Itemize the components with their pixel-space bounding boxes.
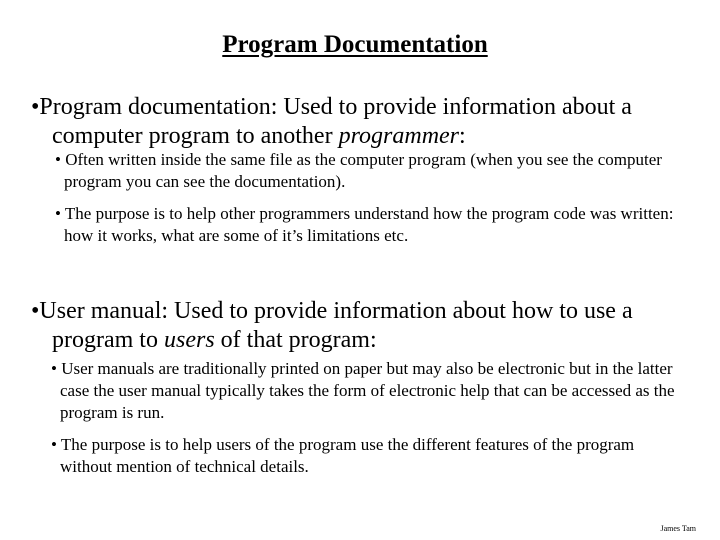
bullet-emphasis: programmer xyxy=(338,123,460,149)
slide-title: Program Documentation xyxy=(222,31,488,58)
sub-bullet-marker: • xyxy=(55,204,61,223)
sub-bullet-text: User manuals are traditionally printed on paper but may also be electronic but in the latter case the user manual typically takes the form of electronic help that can be accessed as the program is run. xyxy=(60,359,675,422)
bullet-emphasis: users xyxy=(163,327,215,353)
sub-bullet-printed-on-paper xyxy=(51,358,680,424)
bullet-text-trail: of that program: xyxy=(214,327,377,353)
bullet-text: User manual: Used to provide information about how to use a program to xyxy=(39,298,633,353)
sub-bullet-purpose-users xyxy=(51,434,680,478)
bullet-text-trail: : xyxy=(459,123,466,149)
sub-bullet-text: The purpose is to help other programmers understand how the program code was written: how it works, what are some of it’s limitations etc. xyxy=(64,204,674,245)
sub-bullet-marker: • xyxy=(51,435,57,454)
sub-bullet-purpose-programmers xyxy=(55,203,684,247)
sub-bullet-text: The purpose is to help users of the program use the different features of the program without mention of technical details. xyxy=(60,435,635,476)
footer-author: James Tam xyxy=(660,524,696,533)
sub-bullet-marker: • xyxy=(51,359,57,378)
bullet-marker: • xyxy=(31,94,40,120)
bullet-marker: • xyxy=(31,298,40,324)
bullet-program-documentation xyxy=(31,93,712,151)
sub-bullet-written-inside-file xyxy=(55,149,684,193)
bullet-text: Program documentation: Used to provide information about a computer program to another xyxy=(39,94,632,149)
sub-bullet-text: Often written inside the same file as the computer program (when you see the computer program you can see the documentation). xyxy=(64,150,662,191)
bullet-user-manual xyxy=(31,297,712,355)
sub-bullet-marker: • xyxy=(55,150,61,169)
